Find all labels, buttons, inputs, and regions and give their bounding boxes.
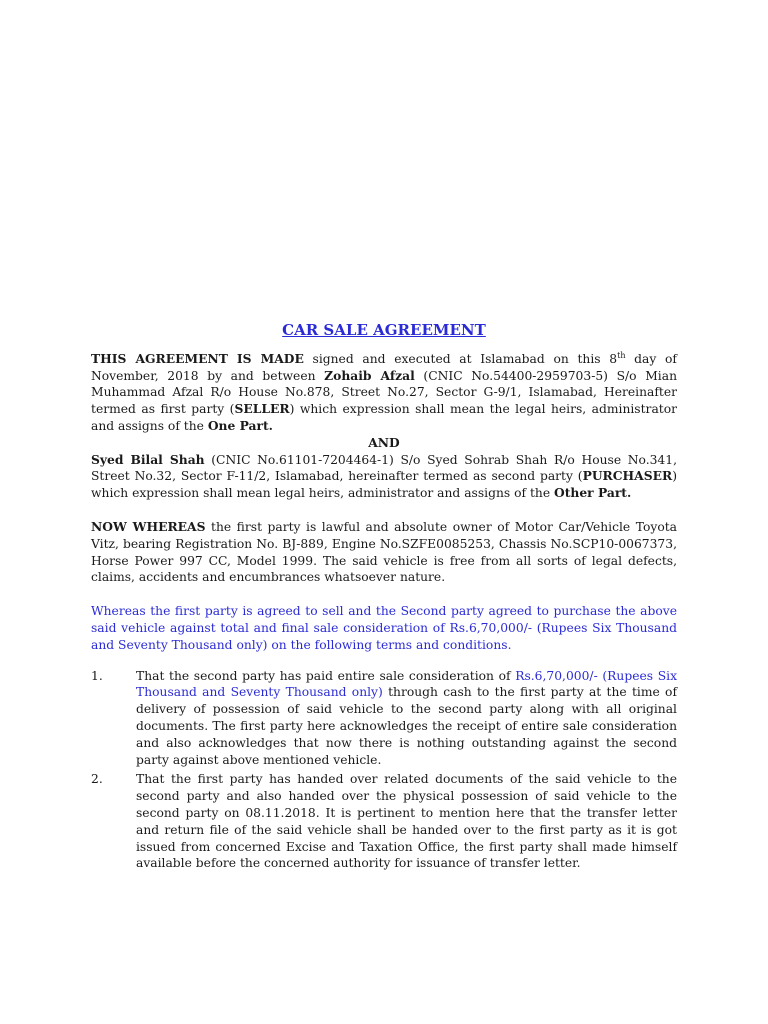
term-1-pre: That the second party has paid entire sale consideration of [136, 668, 516, 683]
term-text: That the first party has handed over related documents of the said vehicle to the second party and also handed over the physical possession of said vehicle to the second party on 08.11.2018. It is pertinent to mention here that the transfer letter and return file of the said vehicle shall be handed over to the first party as it is got issued from concerned Excise and Taxation Office, the first party shall made himself available before the concerned authority for issuance of transfer letter. [136, 772, 677, 871]
term-number: 2. [91, 772, 103, 787]
seller-paragraph [91, 351, 677, 435]
term-1-amount: Rs.6,70,000/- (Rupees Six Thousand and Seventy Thousand only) [136, 668, 678, 700]
purchaser-tail: ) which expression shall mean legal heirs, administrator and assigns of the [91, 469, 677, 501]
whereas-bold: NOW WHEREAS [91, 518, 206, 534]
and-divider: AND [368, 434, 400, 450]
date-superscript: th [617, 350, 626, 360]
seller-tail: ) which expression shall mean the legal heirs, administrator and assigns of the [91, 402, 677, 433]
other-part-label: Other Part. [554, 485, 632, 501]
whereas-text: the first party is lawful and absolute owner of Motor Car/Vehicle Toyota Vitz, bearing Registration No. BJ-889, Engine No.SZFE0085253, Chassis No.SCP10-0067373, Horse Power 997 CC, Model 1999. The said vehicle is free from all sorts of legal defects, claims, accidents and encumbrances whatsoever nature. [91, 519, 677, 585]
intro-text: signed and executed at Islamabad on this 8 [303, 351, 618, 366]
purchaser-paragraph [91, 452, 677, 502]
intro-bold: THIS AGREEMENT IS MADE [91, 350, 304, 366]
one-part-label: One Part. [207, 417, 273, 433]
term-1-post: through cash to the first party at the time of delivery of possession of said vehicle to the second party along with all original documents. The first party here acknowledges the receipt of entire sale consideration and also acknowledges that now there is nothing outstanding against the second party against above mentioned vehicle. [136, 685, 678, 767]
seller-details: (CNIC No.54400-2959703-5) S/o Mian Muhammad Afzal R/o House No.878, Street No.27, Sector G-9/1, Islamabad, Hereinafter termed as first party ( [91, 368, 677, 417]
agreement-document [91, 320, 677, 875]
intro-text-2: day of November, 2018 by and between [91, 351, 677, 383]
terms-list [91, 668, 677, 873]
term-text [136, 668, 677, 769]
purchaser-role: PURCHASER [582, 468, 673, 484]
purchaser-name: Syed Bilal Shah [91, 451, 205, 467]
seller-name: Zohaib Afzal [324, 367, 415, 383]
term-number: 1. [91, 668, 103, 683]
whereas-paragraph [91, 519, 677, 586]
term-item-1 [91, 668, 677, 769]
consideration-paragraph: Whereas the first party is agreed to sell and the Second party agreed to purchase the above said vehicle against total and final sale consideration of Rs.6,70,000/- (Rupees Six Thousand and Seventy Thousand only) on the following terms and conditions. [91, 604, 677, 652]
term-item-2 [91, 771, 677, 872]
purchaser-details: (CNIC No.61101-7204464-1) S/o Syed Sohrab Shah R/o House No.341, Street No.32, Sector F-11/2, Islamabad, hereinafter termed as second party ( [91, 452, 677, 484]
page-title: CAR SALE AGREEMENT [282, 321, 486, 339]
seller-role: SELLER [234, 401, 290, 417]
